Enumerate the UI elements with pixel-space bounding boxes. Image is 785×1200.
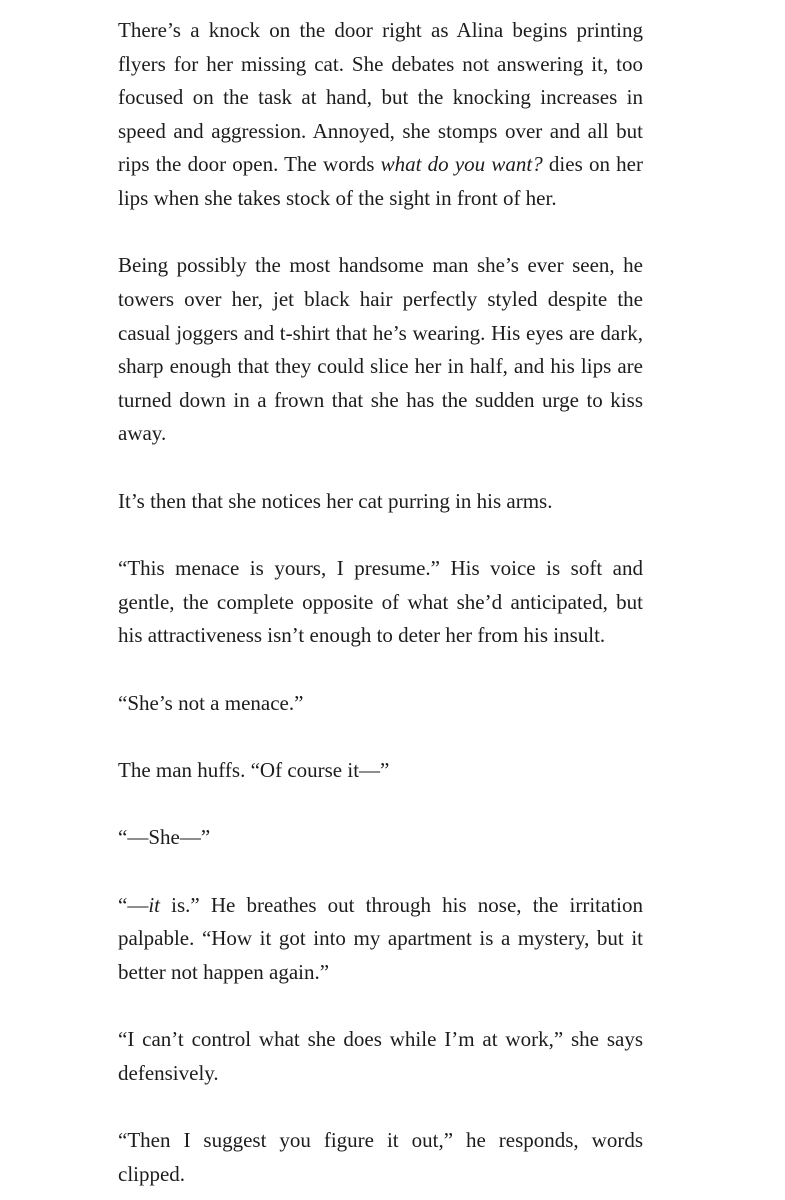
paragraph-it-is-open: “— (118, 892, 149, 917)
dialogue-cant-control: “I can’t control what she does while I’m at work,” she says defensively. (118, 1027, 643, 1086)
dialogue-man-huffs: The man huffs. “Of course it—” (118, 758, 390, 783)
dialogue-not-a-menace: “She’s not a menace.” (118, 690, 304, 715)
paragraph-menace: “This menace is yours, I presume.” His voice is soft and gentle, the complete opposite of what she’d anticipated, but his attractiveness isn’t enough to deter her from his insult. (118, 556, 643, 648)
paragraph-cat-in-arms: It’s then that she notices her cat purring in his arms. (118, 488, 553, 513)
story-text (118, 14, 643, 1192)
paragraph-knock-text: There’s a knock on the door right as Alina begins printing flyers for her missing cat. She debates not answering it, too focused on the task at hand, but the knocking increases in speed and aggression. Annoyed, she stomps over and all but rips the door open. The words (118, 18, 643, 177)
dialogue-figure-it-out: “Then I suggest you figure it out,” he responds, words clipped. (118, 1128, 643, 1187)
paragraph-it-is (118, 889, 643, 990)
italic-word-it: it (148, 892, 160, 917)
italic-phrase-what-do-you-want: what do you want? (380, 152, 543, 177)
paragraph-handsome-man: Being possibly the most handsome man she’s ever seen, he towers over her, jet black hair perfectly styled despite the casual joggers and t-shirt that he’s wearing. His eyes are dark, sharp enough that they could slice her in half, and his lips are turned down in a frown that she has the sudden urge to kiss away. (118, 253, 643, 446)
dialogue-she: “—She—” (118, 825, 211, 850)
paragraph-knock (118, 14, 643, 216)
paragraph-knock-text-end: dies on her lips when she takes stock of the sight in front of her. (118, 152, 643, 210)
paragraph-it-is-text: is.” He breathes out through his nose, the irritation palpable. “How it got into my apartment is a mystery, but it better not happen again.” (118, 892, 643, 985)
